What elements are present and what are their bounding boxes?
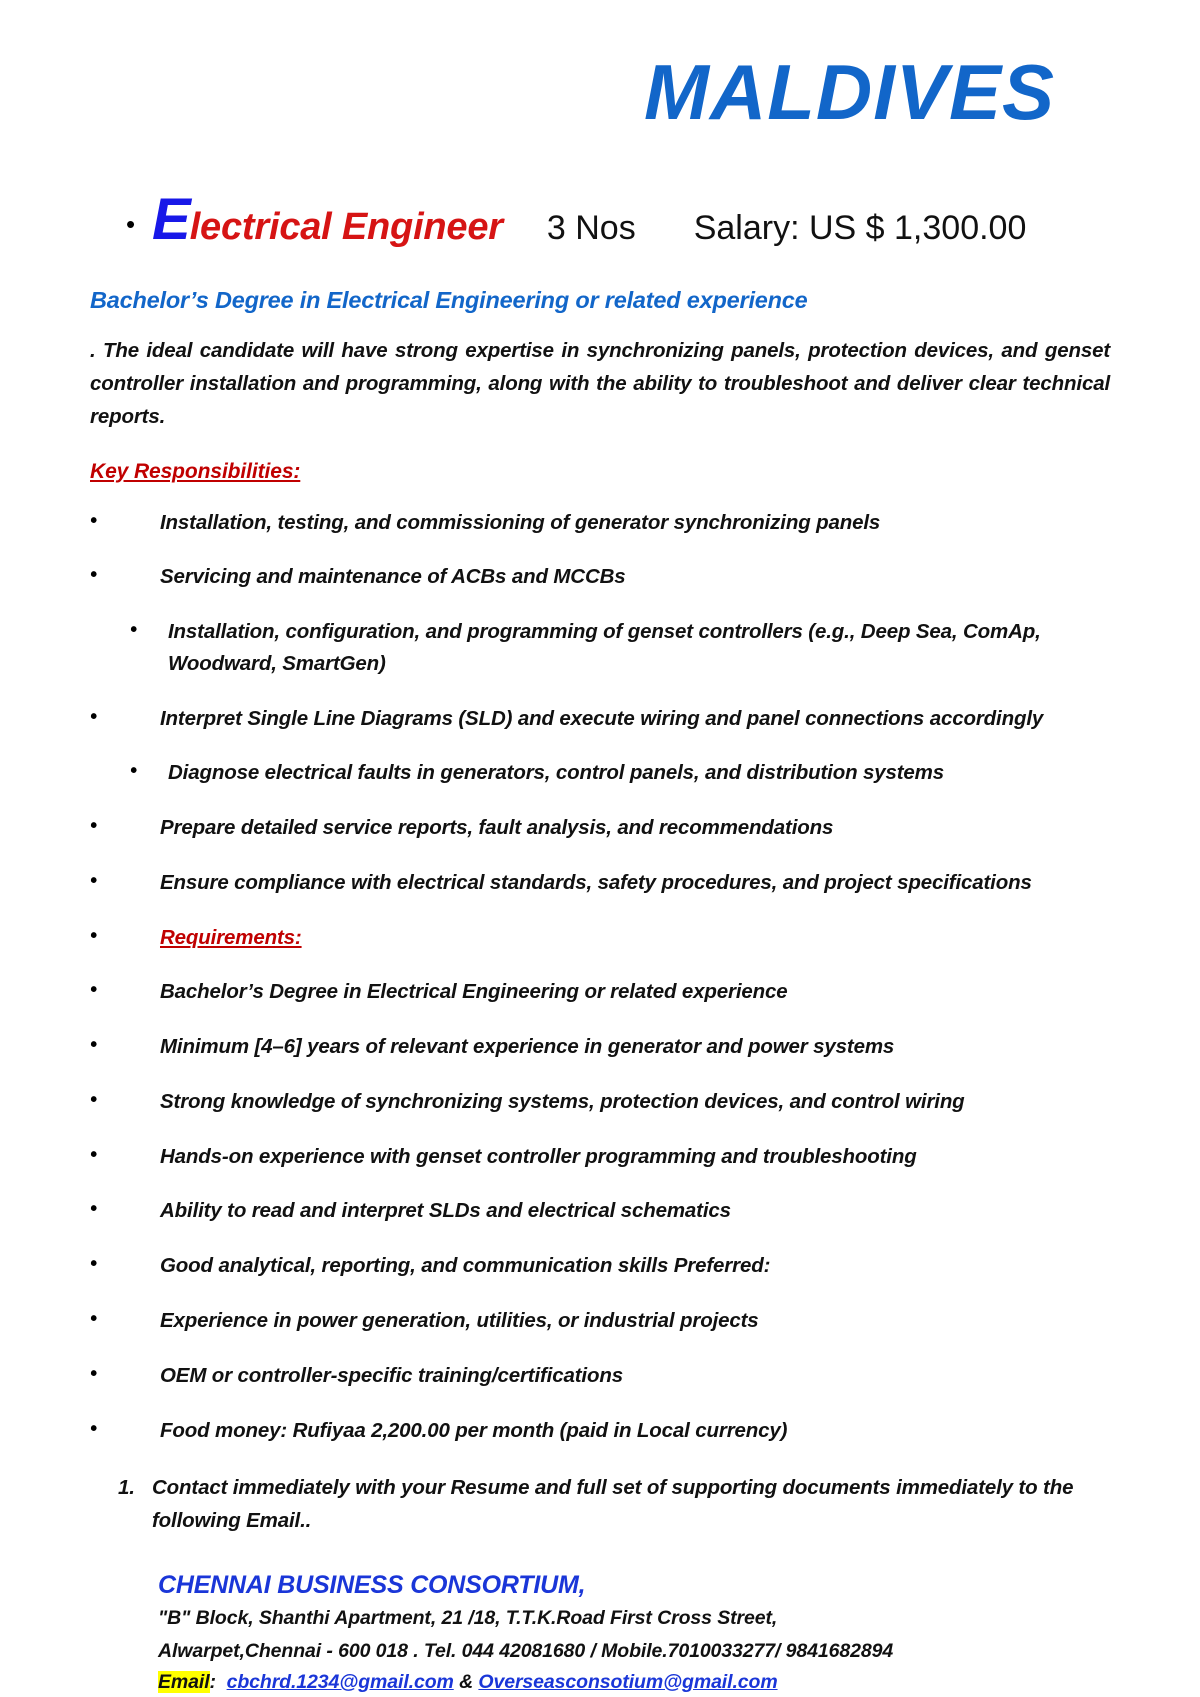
list-item-label: Experience in power generation, utilities, or industrial projects xyxy=(160,1308,759,1332)
address-line-2: Alwarpet,Chennai - 600 018 . Tel. 044 42081680 / Mobile.7010033277/ 9841682894 xyxy=(158,1639,894,1662)
list-item xyxy=(90,561,1110,593)
email-link-secondary[interactable]: Overseasconsotium@gmail.com xyxy=(478,1670,778,1693)
list-item xyxy=(90,703,1110,735)
list-item-label: Requirements: xyxy=(160,925,302,949)
list-item-label: Installation, testing, and commissioning of generator synchronizing panels xyxy=(160,510,881,534)
list-number: 1. xyxy=(118,1476,135,1500)
job-vacancy-count: 3 Nos xyxy=(546,208,636,247)
bullet-dot-icon: • xyxy=(90,564,97,587)
bullet-dot-icon: • xyxy=(90,1088,97,1111)
job-qualification-subtitle: Bachelor’s Degree in Electrical Engineering or related experience xyxy=(90,286,808,313)
list-item xyxy=(90,1031,1110,1063)
bullet-dot-icon: • xyxy=(90,1362,97,1385)
list-item xyxy=(90,1086,1110,1118)
list-item-label: Hands-on experience with genset controller programming and troubleshooting xyxy=(160,1144,917,1168)
bullet-dot-icon: • xyxy=(90,979,97,1002)
job-intro-paragraph: . The ideal candidate will have strong expertise in synchronizing panels, protection devices, and genset controller installation and programming, along with the ability to troubleshoot and deliver clear technical reports. xyxy=(90,338,1110,429)
list-item xyxy=(90,1305,1110,1337)
bullet-dot-icon: • xyxy=(90,1143,97,1166)
list-item xyxy=(90,1250,1110,1282)
list-item-label: Ability to read and interpret SLDs and electrical schematics xyxy=(160,1199,731,1223)
job-title xyxy=(152,186,503,253)
contact-block xyxy=(90,1571,1110,1697)
email-separator: & xyxy=(459,1670,474,1693)
bullet-dot-icon: • xyxy=(90,815,97,838)
list-item-label: Food money: Rufiyaa 2,200.00 per month (paid in Local currency) xyxy=(160,1418,788,1442)
email-label: Email xyxy=(158,1670,210,1693)
contact-instruction-item xyxy=(90,1472,1110,1537)
list-item xyxy=(90,757,1110,789)
bullet-dot-icon: • xyxy=(90,924,97,947)
company-name: CHENNAI BUSINESS CONSORTIUM, xyxy=(158,1571,586,1600)
list-item xyxy=(90,1360,1110,1392)
list-item-label: Servicing and maintenance of ACBs and MCCBs xyxy=(160,565,626,589)
list-item-label: Prepare detailed service reports, fault analysis, and recommendations xyxy=(160,816,834,840)
list-item-label: Installation, configuration, and programming of genset controllers (e.g., Deep Sea, ComAp, Woodward, SmartGen) xyxy=(168,620,1041,675)
list-item xyxy=(90,1415,1110,1447)
list-item xyxy=(90,507,1110,539)
list-item-label: Bachelor’s Degree in Electrical Engineering or related experience xyxy=(160,980,788,1004)
list-item-label: Ensure compliance with electrical standards, safety procedures, and project specifications xyxy=(160,870,1032,894)
list-item-label: Strong knowledge of synchronizing systems, protection devices, and control wiring xyxy=(160,1089,965,1113)
requirements-heading-item xyxy=(90,922,1110,954)
job-bullet-icon: • xyxy=(126,208,136,239)
list-item-label: Interpret Single Line Diagrams (SLD) and execute wiring and panel connections accordingly xyxy=(160,706,1044,730)
list-item-label: Good analytical, reporting, and communication skills Preferred: xyxy=(160,1254,771,1278)
document-header xyxy=(90,0,1110,134)
bullet-dot-icon: • xyxy=(90,1034,97,1057)
key-responsibilities-heading: Key Responsibilities: xyxy=(90,459,301,483)
email-colon: : xyxy=(209,1670,216,1693)
bullet-dot-icon: • xyxy=(90,1307,97,1330)
list-item xyxy=(90,1141,1110,1173)
bullet-dot-icon: • xyxy=(90,1198,97,1221)
bullet-dot-icon: • xyxy=(90,1253,97,1276)
bullet-dot-icon: • xyxy=(130,619,137,642)
list-item xyxy=(90,616,1110,680)
email-row xyxy=(158,1668,1110,1697)
list-item xyxy=(90,1195,1110,1227)
job-title-initial: E xyxy=(152,186,190,252)
job-title-row xyxy=(90,186,1110,253)
job-salary: Salary: US $ 1,300.00 xyxy=(693,208,1027,247)
job-title-rest: lectrical Engineer xyxy=(189,205,503,248)
list-item xyxy=(90,812,1110,844)
bullet-dot-icon: • xyxy=(130,760,137,783)
list-item xyxy=(90,867,1110,899)
list-item-label: Minimum [4–6] years of relevant experience in generator and power systems xyxy=(160,1035,895,1059)
list-item-label: Diagnose electrical faults in generators, control panels, and distribution systems xyxy=(168,761,945,785)
bullet-dot-icon: • xyxy=(90,509,97,532)
contact-instruction-text: Contact immediately with your Resume and full set of supporting documents immediately to the following Email.. xyxy=(152,1476,1074,1532)
responsibilities-list xyxy=(90,507,1110,1447)
address-line-1: "B" Block, Shanthi Apartment, 21 /18, T.T.K.Road First Cross Street, xyxy=(158,1607,778,1630)
list-item xyxy=(90,976,1110,1008)
bullet-dot-icon: • xyxy=(90,869,97,892)
email-link-primary[interactable]: cbchrd.1234@gmail.com xyxy=(226,1670,454,1693)
page-title: MALDIVES xyxy=(643,48,1055,136)
bullet-dot-icon: • xyxy=(90,1417,97,1440)
list-item-label: OEM or controller-specific training/certifications xyxy=(160,1363,623,1387)
bullet-dot-icon: • xyxy=(90,705,97,728)
